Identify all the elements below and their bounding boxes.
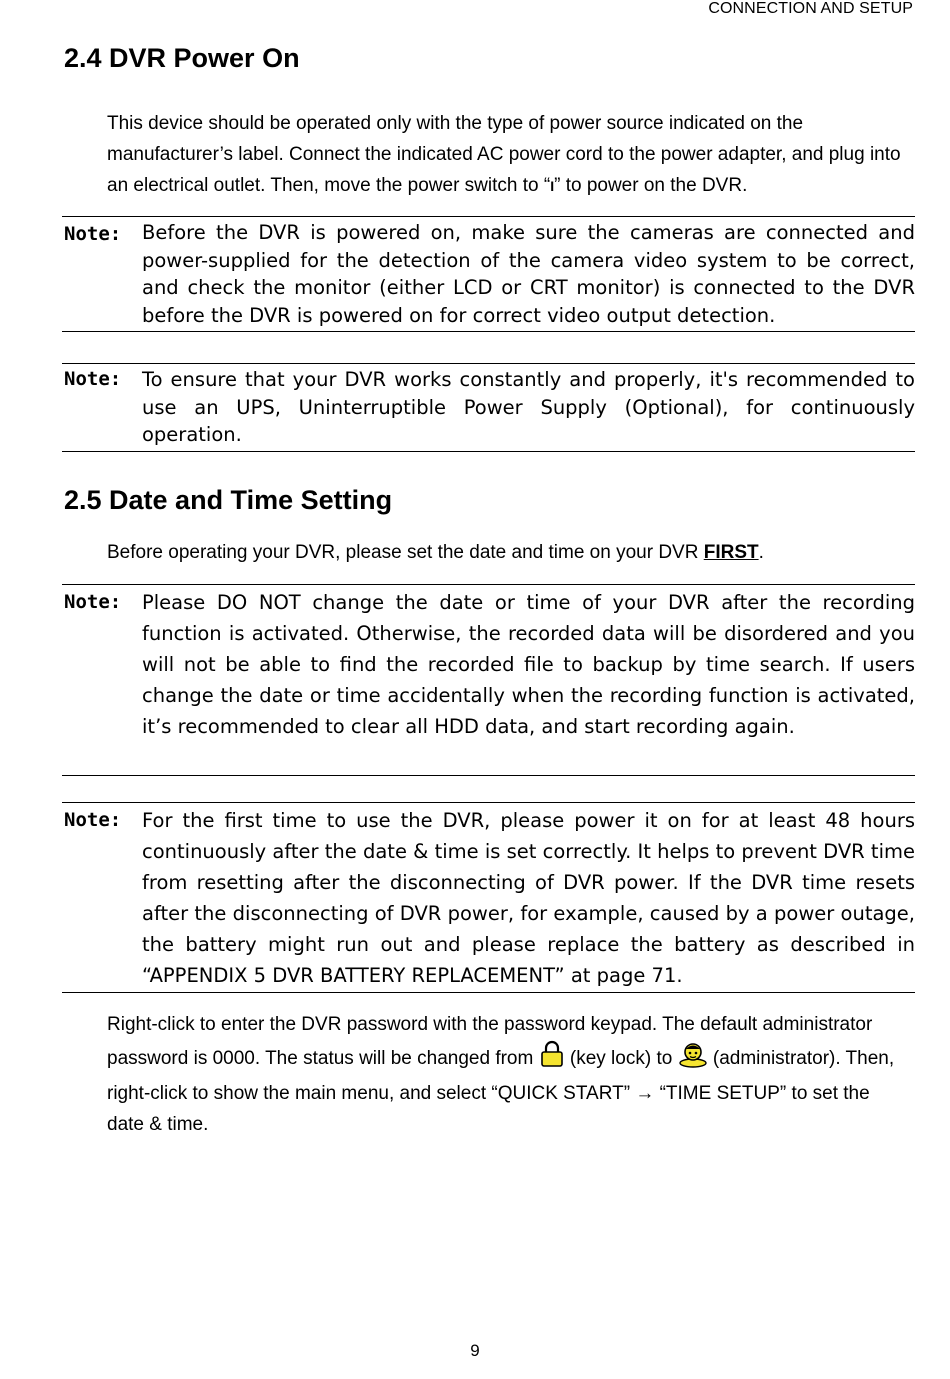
- note-label: Note:: [64, 809, 122, 831]
- section-title-date-time: 2.5 Date and Time Setting: [64, 485, 393, 515]
- power-on-paragraph: [107, 108, 917, 202]
- key-lock-icon: [539, 1040, 565, 1078]
- note-box-ups: [62, 363, 915, 452]
- first-emphasis: FIRST: [703, 542, 759, 563]
- note-label: Note:: [64, 591, 122, 613]
- note-text: To ensure that your DVR works constantly and properly, it's recommended to use an UPS, Uninterruptible Power Supply (Optional), for continuously operation.: [142, 368, 915, 446]
- note-box-cameras: [62, 216, 915, 332]
- note-box-first-time: [62, 802, 915, 993]
- date-time-intro-part2: .: [758, 542, 764, 563]
- power-on-text-part1: This device should be operated only with the type of power source indicated on the manufacturer’s label. Connect the indicated AC power cord to the power adapter, and plug into an electrical outlet. Then, move the power switch to “: [107, 113, 901, 196]
- password-instructions: [107, 1009, 907, 1140]
- running-header: CONNECTION AND SETUP: [708, 0, 913, 17]
- note-text: For the first time to use the DVR, please power it on for at least 48 hours continuously after the date & time is set correctly. It helps to prevent DVR time from resetting after the disconnecting of DVR power. If the DVR time resets after the disconnecting of DVR power, for example, caused by a power outage, the battery might run out and please replace the battery as described in “APPENDIX 5 DVR BATTERY REPLACEMENT” at page 71.: [142, 809, 915, 987]
- power-switch-symbol: I: [550, 178, 555, 194]
- note-label: Note:: [64, 368, 122, 390]
- note-text: Please DO NOT change the date or time of your DVR after the recording function is activated. Otherwise, the recorded data will be disordered and you will not be able to find the recorded file to backup by time search. If users change the date or time accidentally when the recording function is activated, it’s recommended to clear all HDD data, and start recording again.: [142, 591, 915, 738]
- note-box-do-not-change: [62, 584, 915, 776]
- note-label: Note:: [64, 223, 122, 245]
- administrator-icon: [678, 1040, 708, 1078]
- power-on-text-part2: ” to power on the DVR.: [554, 175, 748, 196]
- arrow-icon: →: [635, 1083, 655, 1104]
- password-text-part1: Right-click to enter the DVR password with the password keypad. The default administrator password is 0000. The status will be changed from: [107, 1014, 873, 1069]
- date-time-intro: [107, 538, 917, 568]
- section-title-power-on: 2.4 DVR Power On: [64, 43, 300, 73]
- password-text-part2: (key lock) to: [564, 1048, 678, 1069]
- date-time-intro-part1: Before operating your DVR, please set the date and time on your DVR: [107, 542, 704, 563]
- password-text-part4: “TIME SETUP” to set the date & time.: [107, 1083, 870, 1135]
- password-text-part3: (administrator). Then, right-click to show the main menu, and select “QUICK START”: [107, 1048, 895, 1104]
- note-text: Before the DVR is powered on, make sure the cameras are connected and power-supplied for the detection of the camera video system to be correct, and check the monitor (either LCD or CRT monitor) is connected to the DVR before the DVR is powered on for correct video output detection.: [142, 221, 915, 327]
- page-number: 9: [470, 1341, 480, 1360]
